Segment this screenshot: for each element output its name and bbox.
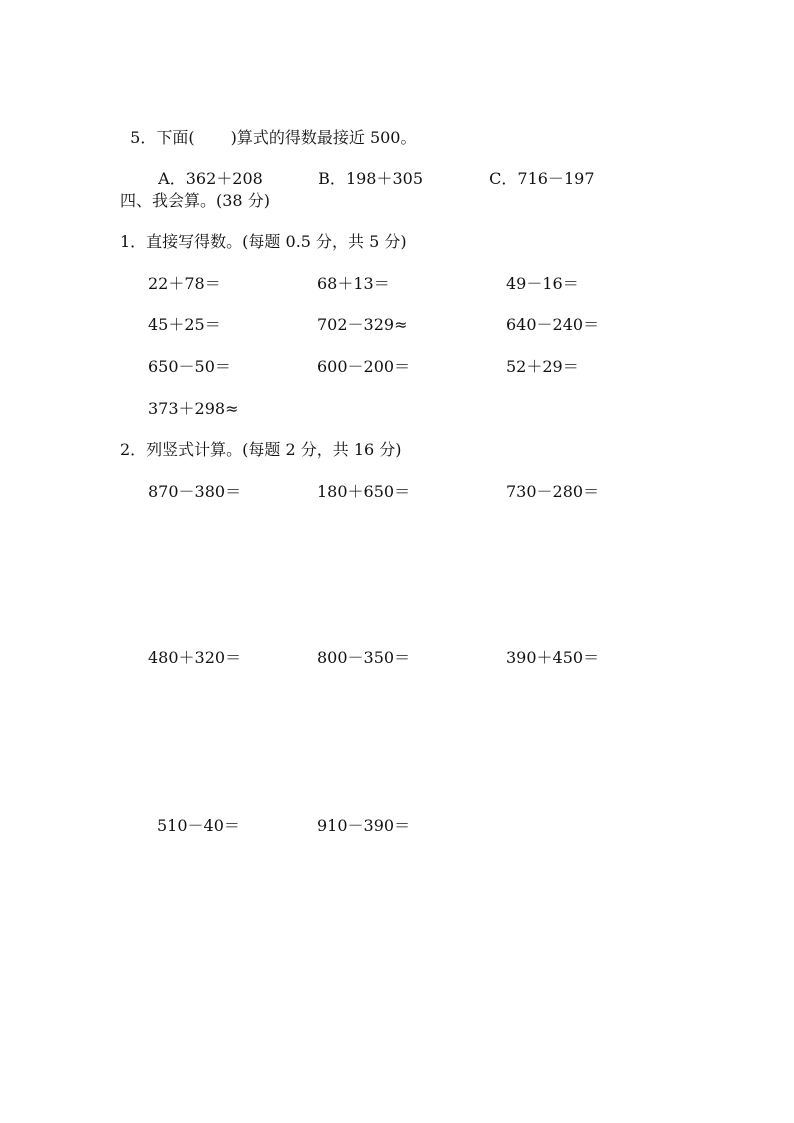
- mental-math-item: 49－16＝: [506, 274, 579, 293]
- option-label: C．: [489, 169, 518, 188]
- vertical-calc-item: 180＋650＝: [317, 482, 411, 501]
- option-expression: 716－197: [517, 169, 595, 188]
- mental-math-item: 702－329≈: [317, 315, 408, 334]
- vertical-calc-item: 390＋450＝: [506, 648, 600, 667]
- question-number: 5．: [130, 128, 157, 147]
- option-c: [479, 149, 595, 188]
- option-b: [308, 149, 424, 188]
- mental-math-item: 640－240＝: [506, 315, 600, 334]
- vertical-calc-item: 510－40＝: [157, 816, 240, 835]
- mental-math-item: 45＋25＝: [148, 315, 221, 334]
- mental-math-item: 68＋13＝: [317, 274, 390, 293]
- part-2-title: 2．列竖式计算。(每题 2 分，共 16 分): [120, 440, 402, 459]
- part-1-title: 1．直接写得数。(每题 0.5 分，共 5 分): [120, 232, 407, 251]
- vertical-calc-item: 800－350＝: [317, 648, 411, 667]
- mental-math-item: 22＋78＝: [148, 274, 221, 293]
- mental-math-item: 52＋29＝: [506, 357, 579, 376]
- mental-math-item: 373＋298≈: [148, 399, 239, 418]
- option-label: B．: [318, 169, 346, 188]
- vertical-calc-item: 870－380＝: [148, 482, 242, 501]
- vertical-calc-item: 910－390＝: [317, 816, 411, 835]
- question-stem-after: )算式的得数最接近 500。: [230, 128, 417, 147]
- mental-math-item: 650－50＝: [148, 357, 231, 376]
- option-expression: 198＋305: [345, 169, 424, 188]
- question-5-stem: [120, 108, 417, 147]
- section-title: 四、我会算。(38 分): [120, 191, 270, 210]
- option-expression: 362＋208: [185, 169, 263, 188]
- vertical-calc-item: 480＋320＝: [148, 648, 242, 667]
- mental-math-item: 600－200＝: [317, 357, 411, 376]
- question-stem-before: 下面(: [156, 128, 195, 147]
- option-a: [148, 149, 263, 188]
- option-label: A．: [158, 169, 186, 188]
- vertical-calc-item: 730－280＝: [506, 482, 600, 501]
